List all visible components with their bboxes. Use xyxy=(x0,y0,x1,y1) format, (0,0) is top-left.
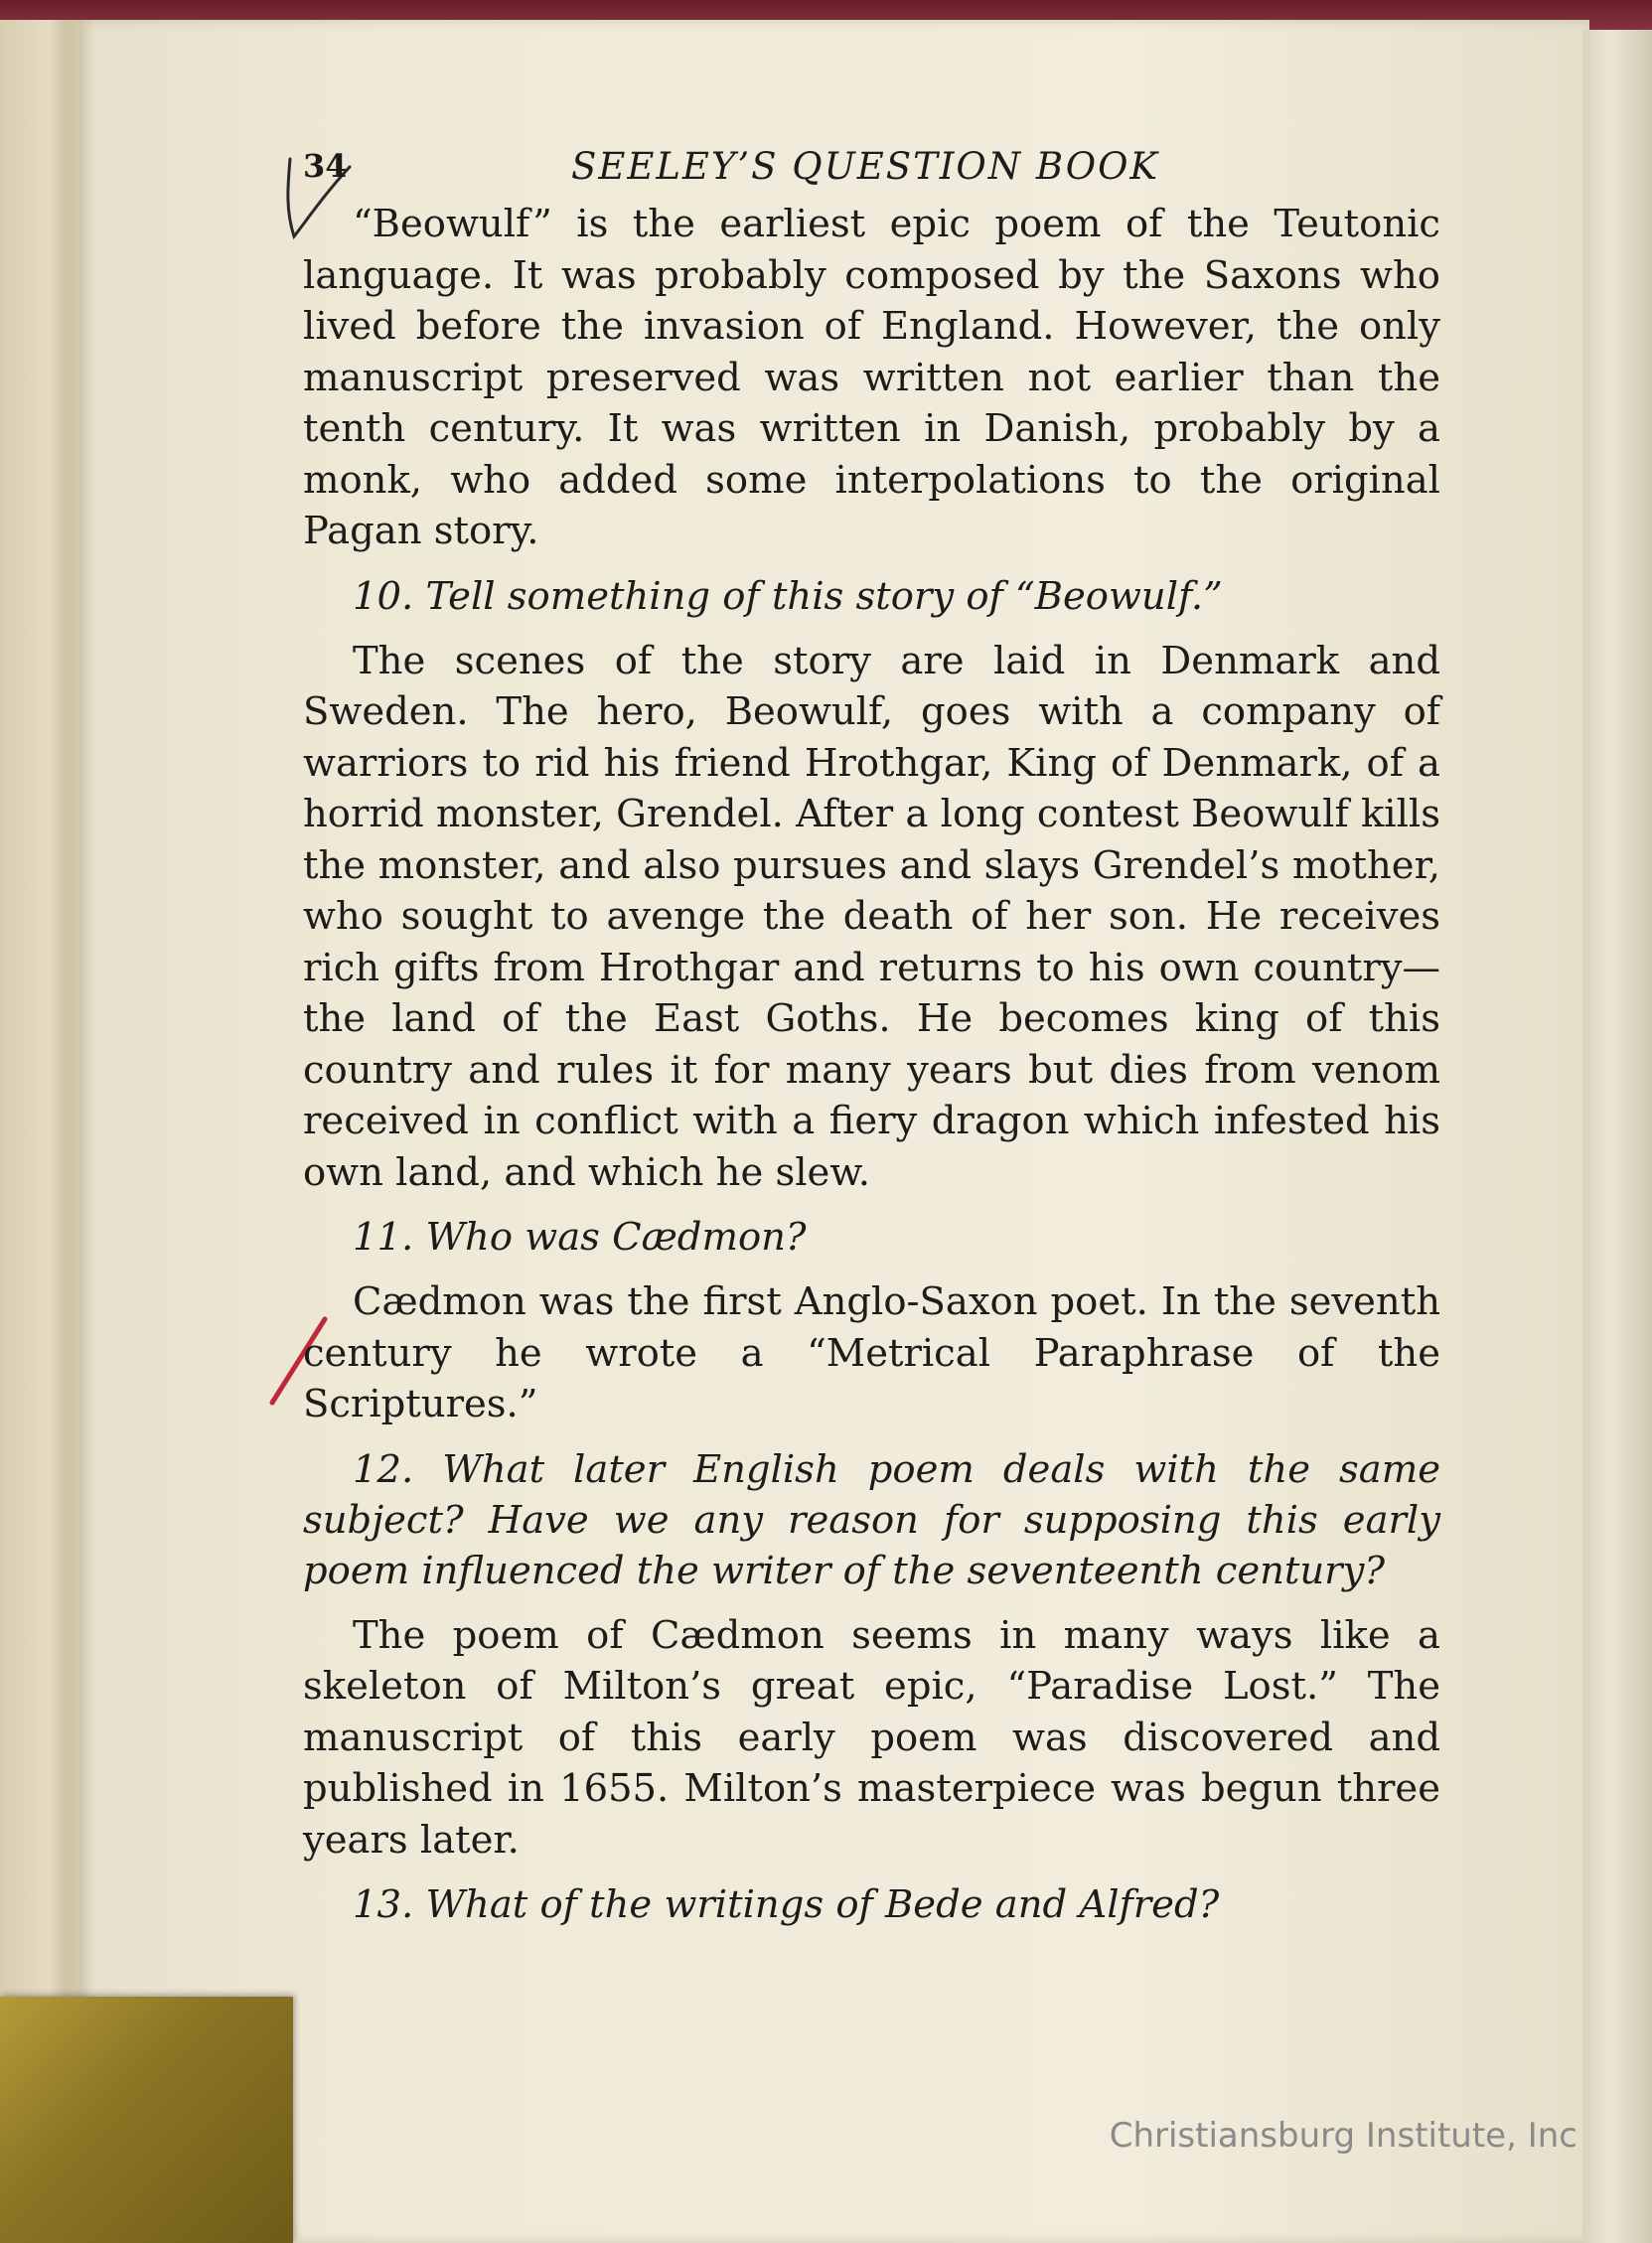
question-13: 13. What of the writings of Bede and Alfred? xyxy=(353,1882,1220,1927)
page-text-block xyxy=(303,129,1440,1944)
page-header xyxy=(303,129,1440,199)
question-11: 11. Who was Cædmon? xyxy=(353,1215,807,1260)
running-title: SEELEY’S QUESTION BOOK xyxy=(571,145,1160,188)
answer-11: Cædmon was the first Anglo-Saxon poet. In the seventh century he wrote a “Metrical Paraphrase of the Scriptures.” xyxy=(303,1279,1440,1426)
answer-12: The poem of Cædmon seems in many ways like a skeleton of Milton’s great epic, “Paradise Lost.” The manuscript of this early poem was discovered and published in 1655. Milton’s masterpiece was begun three years later. xyxy=(303,1612,1440,1863)
question-10: 10. Tell something of this story of “Beowulf.” xyxy=(353,573,1223,619)
gold-label-corner xyxy=(0,1997,293,2243)
question-12: 12. What later English poem deals with the same subject? Have we any reason for supposing this early poem influenced the writer of the seventeenth century? xyxy=(303,1446,1440,1593)
paragraph-beowulf-intro: “Beowulf” is the earliest epic poem of the Teutonic language. It was probably composed by the Saxons who lived before the invasion of England. However, the only manuscript preserved was written not earlier than the tenth century. It was written in Danish, probably by a monk, who added some interpolations to the original Pagan story. xyxy=(303,202,1440,553)
page-stack-right-edge xyxy=(1582,30,1652,2243)
answer-10: The scenes of the story are laid in Denmark and Sweden. The hero, Beowulf, goes with a company of warriors to rid his friend Hrothgar, King of Denmark, of a horrid monster, Grendel. After a long contest Beowulf kills the monster, and also pursues and slays Grendel’s mother, who sought to avenge the death of her son. He receives rich gifts from Hrothgar and returns to his own country—the land of the East Goths. He becomes king of this country and rules it for many years but dies from venom received in conflict with a fiery dragon which infested his own land, and which he slew. xyxy=(303,638,1440,1195)
page-number: 34 xyxy=(303,147,348,185)
watermark: Christiansburg Institute, Inc xyxy=(1109,2116,1577,2156)
